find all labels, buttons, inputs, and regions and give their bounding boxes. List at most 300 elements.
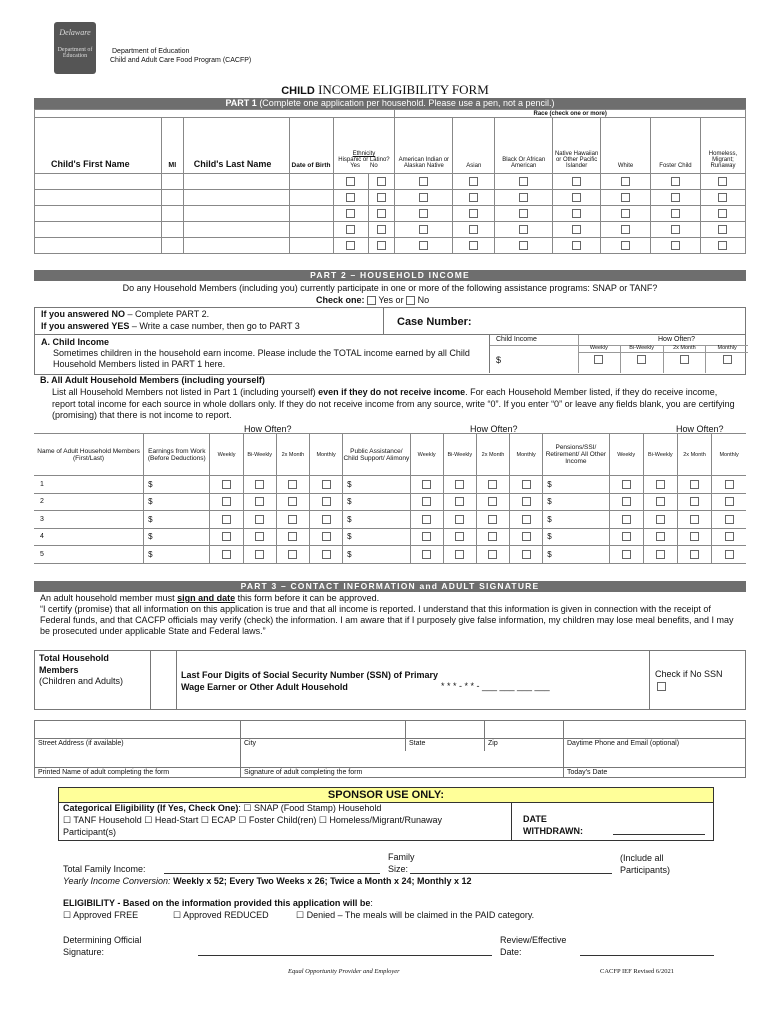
- how-often-3: How Often?: [676, 424, 724, 434]
- public-amount-input[interactable]: [343, 528, 410, 546]
- printed-name-label: Printed Name of adult completing the form: [38, 769, 170, 776]
- zip-input[interactable]: [485, 721, 563, 739]
- first-name-input[interactable]: [35, 190, 162, 206]
- freq-checkbox[interactable]: [622, 515, 631, 524]
- freq-checkbox[interactable]: [455, 480, 464, 489]
- child-freq-cells: [578, 345, 748, 373]
- child-freq-checkbox[interactable]: [594, 355, 603, 364]
- freq-checkbox[interactable]: [455, 515, 464, 524]
- last-name-input[interactable]: [183, 174, 289, 190]
- black-cell: [495, 190, 553, 206]
- last-name-input[interactable]: [183, 222, 289, 238]
- freq-checkbox[interactable]: [288, 497, 297, 506]
- today-date-label: Today's Date: [567, 769, 608, 776]
- row-number: 3: [40, 515, 44, 523]
- freq-cell: [677, 546, 711, 564]
- black-checkbox[interactable]: [519, 193, 528, 202]
- white-cell: [601, 238, 651, 254]
- black-cell: [495, 206, 553, 222]
- cat-snap[interactable]: : ☐ SNAP (Food Stamp) Household: [238, 803, 382, 813]
- freq-cell: [609, 476, 643, 494]
- freq-checkbox[interactable]: [422, 497, 431, 506]
- col-monthly-3: Monthly: [712, 434, 746, 476]
- size-label: Size:: [388, 864, 409, 874]
- mi-input[interactable]: [161, 174, 183, 190]
- freq-checkbox[interactable]: [322, 515, 331, 524]
- white-checkbox[interactable]: [621, 177, 630, 186]
- american-indian-checkbox[interactable]: [419, 209, 428, 218]
- state-input[interactable]: [406, 721, 484, 739]
- child-freq-checkbox[interactable]: [680, 355, 689, 364]
- freq-checkbox[interactable]: [455, 550, 464, 559]
- snap-tanf-question: Do any Household Members (including you) currently participate in one or more of the following assistance programs: SNAP or TANF?: [122, 283, 658, 293]
- black-checkbox[interactable]: [519, 177, 528, 186]
- freq-checkbox[interactable]: [422, 532, 431, 541]
- dollar-sign: $: [148, 497, 153, 507]
- b-bold: even if they do not receive income: [318, 387, 466, 397]
- dob-input[interactable]: [289, 222, 333, 238]
- child-freq-checkbox[interactable]: [723, 355, 732, 364]
- case-number-label: Case Number:: [397, 316, 472, 328]
- program-name: Child and Adult Care Food Program (CACFP): [110, 57, 252, 64]
- freq-checkbox[interactable]: [690, 515, 699, 524]
- american-indian-cell: [395, 190, 453, 206]
- freq-checkbox[interactable]: [725, 497, 734, 506]
- freq-cell: [643, 493, 677, 511]
- freq-cell: [309, 511, 342, 529]
- child-freq-cell: [705, 345, 748, 373]
- freq-checkbox[interactable]: [222, 515, 231, 524]
- child-income-input[interactable]: [502, 353, 574, 367]
- freq-cell: [510, 476, 543, 494]
- dob-input[interactable]: [289, 206, 333, 222]
- pensions-amount-input[interactable]: [543, 476, 609, 494]
- freq-checkbox[interactable]: [222, 550, 231, 559]
- freq-checkbox[interactable]: [222, 497, 231, 506]
- freq-checkbox[interactable]: [488, 550, 497, 559]
- adult-row: [34, 511, 746, 529]
- pacific-checkbox[interactable]: [572, 209, 581, 218]
- white-checkbox[interactable]: [621, 225, 630, 234]
- sponsor-title: SPONSOR USE ONLY:: [327, 789, 445, 801]
- total-family-input[interactable]: [164, 873, 380, 874]
- case-box: [34, 307, 746, 335]
- freq-checkbox[interactable]: [488, 497, 497, 506]
- child-row: [35, 222, 746, 238]
- freq-checkbox[interactable]: [522, 515, 531, 524]
- foster-checkbox[interactable]: [671, 209, 680, 218]
- col-2x-3: 2x Month: [677, 434, 711, 476]
- hispanic-yes-cell: [333, 238, 369, 254]
- freq-checkbox[interactable]: [455, 532, 464, 541]
- today-date-input[interactable]: [564, 750, 746, 766]
- freq-cell: [243, 493, 276, 511]
- review-date-input[interactable]: [580, 955, 714, 956]
- family-size-input[interactable]: [410, 873, 612, 874]
- freq-checkbox[interactable]: [622, 480, 631, 489]
- freq-checkbox[interactable]: [690, 550, 699, 559]
- freq-checkbox[interactable]: [488, 515, 497, 524]
- homeless-cell: [700, 206, 745, 222]
- asian-checkbox[interactable]: [469, 241, 478, 250]
- child-freq-cell: [663, 345, 706, 373]
- hispanic-yes-checkbox[interactable]: [346, 225, 355, 234]
- hispanic-no-checkbox[interactable]: [377, 225, 386, 234]
- hispanic-yes-cell: [333, 206, 369, 222]
- public-amount-input[interactable]: [343, 493, 410, 511]
- freq-checkbox[interactable]: [322, 532, 331, 541]
- b-text2: . For each Household Member listed, if they do receive income, report total income for each source in whole dollars only. If they do not receive income from any source, write “0”. If you enter “0” or leave any fields blank, you are certifying (promising) that there is not income to report.: [52, 387, 735, 420]
- public-amount-input[interactable]: [343, 546, 410, 564]
- black-checkbox[interactable]: [519, 241, 528, 250]
- child-freq-cell: [620, 345, 663, 373]
- dob-input[interactable]: [289, 174, 333, 190]
- child-freq-checkbox[interactable]: [637, 355, 646, 364]
- pensions-amount-input[interactable]: [543, 511, 609, 529]
- adult-income-table: [34, 433, 746, 564]
- pacific-cell: [553, 174, 601, 190]
- american-indian-checkbox[interactable]: [419, 193, 428, 202]
- hispanic-no-checkbox[interactable]: [377, 241, 386, 250]
- child-freq-cell: [578, 345, 620, 373]
- pacific-checkbox[interactable]: [572, 241, 581, 250]
- how-often-child: How Often?: [658, 336, 695, 343]
- city-input[interactable]: [241, 721, 405, 739]
- total-hh-input[interactable]: [151, 651, 176, 709]
- asian-cell: [453, 222, 495, 238]
- adult-row: [34, 546, 746, 564]
- foster-checkbox[interactable]: [671, 241, 680, 250]
- approved-free-option[interactable]: ☐ Approved FREE: [63, 910, 139, 920]
- date-withdrawn-label: DATE WITHDRAWN:: [523, 814, 583, 836]
- dob-input[interactable]: [289, 238, 333, 254]
- homeless-cell: [700, 238, 745, 254]
- freq-cell: [476, 528, 509, 546]
- race-header: Race (check one or more): [395, 110, 746, 118]
- pensions-amount-input[interactable]: [543, 493, 609, 511]
- phone-input[interactable]: [564, 721, 746, 739]
- freq-cell: [677, 476, 711, 494]
- logo-subtext: Department of Education: [57, 47, 93, 59]
- first-name-input[interactable]: [35, 238, 162, 254]
- line1c: this form before it can be approved.: [235, 593, 380, 603]
- dollar-sign: $: [547, 549, 552, 559]
- freq-checkbox[interactable]: [488, 480, 497, 489]
- freq-checkbox[interactable]: [422, 550, 431, 559]
- case-number-input[interactable]: [505, 314, 735, 330]
- family-label: Family: [388, 852, 415, 862]
- american-indian-checkbox[interactable]: [419, 241, 428, 250]
- freq-checkbox[interactable]: [222, 480, 231, 489]
- freq-checkbox[interactable]: [622, 497, 631, 506]
- city-label: City: [244, 740, 257, 747]
- american-indian-checkbox[interactable]: [419, 225, 428, 234]
- asian-checkbox[interactable]: [469, 225, 478, 234]
- hispanic-no-checkbox[interactable]: [377, 177, 386, 186]
- race-pacific: Native Hawaiian or Other Pacific Islander: [553, 118, 601, 174]
- mi-input[interactable]: [161, 222, 183, 238]
- freq-checkbox[interactable]: [322, 497, 331, 506]
- foster-cell: [651, 190, 701, 206]
- yes-or-label: Yes or: [378, 295, 404, 305]
- freq-checkbox[interactable]: [488, 532, 497, 541]
- yes-checkbox[interactable]: [367, 296, 376, 305]
- hispanic-no-checkbox[interactable]: [377, 193, 386, 202]
- children-adults: (Children and Adults): [39, 676, 124, 686]
- hispanic-yes-cell: [333, 222, 369, 238]
- col-2x-1: 2x Month: [276, 434, 309, 476]
- freq-cell: [476, 546, 509, 564]
- freq-cell: [643, 546, 677, 564]
- part1-instructions: (Complete one application per household. Please use a pen, not a pencil.): [256, 98, 555, 108]
- race-white: White: [601, 118, 651, 174]
- child-income-text: Sometimes children in the household earn income. Please include the TOTAL income earned by all Child Household Members listed in PART 1 here.: [53, 348, 470, 369]
- freq-checkbox[interactable]: [288, 515, 297, 524]
- row-number: 1: [40, 480, 44, 488]
- street-input[interactable]: [35, 721, 240, 739]
- freq-checkbox[interactable]: [255, 532, 264, 541]
- freq-cell: [443, 528, 476, 546]
- freq-checkbox[interactable]: [690, 497, 699, 506]
- mi-input[interactable]: [161, 190, 183, 206]
- hispanic-yes-checkbox[interactable]: [346, 209, 355, 218]
- american-indian-checkbox[interactable]: [419, 177, 428, 186]
- earnings-amount-input[interactable]: [144, 528, 210, 546]
- printed-name-input[interactable]: [35, 750, 240, 766]
- child-freq-label: 2x Month: [664, 345, 706, 353]
- pacific-checkbox[interactable]: [572, 225, 581, 234]
- freq-cell: [609, 528, 643, 546]
- freq-checkbox[interactable]: [656, 480, 665, 489]
- pacific-checkbox[interactable]: [572, 177, 581, 186]
- homeless-cell: [700, 174, 745, 190]
- col-first-name: Child's First Name: [35, 118, 162, 174]
- first-name-input[interactable]: [35, 174, 162, 190]
- freq-checkbox[interactable]: [690, 532, 699, 541]
- freq-checkbox[interactable]: [725, 480, 734, 489]
- freq-checkbox[interactable]: [222, 532, 231, 541]
- freq-cell: [243, 476, 276, 494]
- freq-checkbox[interactable]: [322, 480, 331, 489]
- freq-checkbox[interactable]: [522, 532, 531, 541]
- freq-cell: [643, 528, 677, 546]
- freq-checkbox[interactable]: [455, 497, 464, 506]
- foster-checkbox[interactable]: [671, 193, 680, 202]
- earnings-amount-input[interactable]: [144, 476, 210, 494]
- white-checkbox[interactable]: [621, 193, 630, 202]
- date-withdrawn-input[interactable]: [613, 834, 705, 835]
- freq-cell: [309, 528, 342, 546]
- freq-checkbox[interactable]: [288, 532, 297, 541]
- foster-checkbox[interactable]: [671, 177, 680, 186]
- homeless-checkbox[interactable]: [718, 209, 727, 218]
- asian-checkbox[interactable]: [469, 177, 478, 186]
- no-ssn-checkbox[interactable]: [657, 682, 666, 691]
- white-cell: [601, 174, 651, 190]
- adult-name-input[interactable]: [34, 476, 144, 494]
- foster-checkbox[interactable]: [671, 225, 680, 234]
- freq-checkbox[interactable]: [725, 515, 734, 524]
- mi-input[interactable]: [161, 238, 183, 254]
- white-checkbox[interactable]: [621, 241, 630, 250]
- adult-members-section: [34, 375, 746, 423]
- freq-checkbox[interactable]: [656, 532, 665, 541]
- freq-cell: [410, 511, 443, 529]
- american-indian-cell: [395, 238, 453, 254]
- hispanic-no-cell: [369, 206, 395, 222]
- freq-cell: [443, 493, 476, 511]
- dollar-sign: $: [347, 479, 352, 489]
- hispanic-no-checkbox[interactable]: [377, 209, 386, 218]
- black-checkbox[interactable]: [519, 225, 528, 234]
- no-label-p2: No: [417, 295, 430, 305]
- hispanic-yes-checkbox[interactable]: [346, 193, 355, 202]
- freq-checkbox[interactable]: [656, 497, 665, 506]
- dollar-sign: $: [347, 549, 352, 559]
- freq-checkbox[interactable]: [522, 480, 531, 489]
- hispanic-yes-checkbox[interactable]: [346, 241, 355, 250]
- freq-checkbox[interactable]: [288, 480, 297, 489]
- freq-checkbox[interactable]: [622, 532, 631, 541]
- freq-checkbox[interactable]: [522, 550, 531, 559]
- freq-checkbox[interactable]: [656, 515, 665, 524]
- freq-checkbox[interactable]: [255, 480, 264, 489]
- conversion-line: [63, 876, 472, 886]
- earnings-amount-input[interactable]: [144, 546, 210, 564]
- freq-checkbox[interactable]: [288, 550, 297, 559]
- public-amount-input[interactable]: [343, 511, 410, 529]
- freq-cell: [510, 528, 543, 546]
- pacific-cell: [553, 190, 601, 206]
- determining-label: Determining Official Signature:: [63, 935, 142, 957]
- cat-options[interactable]: ☐ TANF Household ☐ Head-Start ☐ ECAP ☐ Foster Child(ren) ☐ Homeless/Migrant/Runaway: [63, 815, 442, 825]
- american-indian-cell: [395, 174, 453, 190]
- freq-checkbox[interactable]: [255, 497, 264, 506]
- child-freq-label: Monthly: [706, 345, 748, 353]
- determining-signature-input[interactable]: [198, 955, 492, 956]
- signature-input[interactable]: [241, 750, 563, 766]
- freq-checkbox[interactable]: [422, 515, 431, 524]
- freq-checkbox[interactable]: [725, 550, 734, 559]
- child-income-title: A. Child Income: [41, 337, 110, 347]
- dollar-sign: $: [148, 514, 153, 524]
- approved-reduced-option[interactable]: ☐ Approved REDUCED: [173, 910, 269, 920]
- part2-bar: PART 2 – HOUSEHOLD INCOME: [34, 270, 746, 281]
- sign-date-line: [40, 593, 740, 603]
- asian-cell: [453, 174, 495, 190]
- row-number: 4: [40, 533, 44, 541]
- state-label: State: [409, 740, 426, 747]
- mi-input[interactable]: [161, 206, 183, 222]
- adult-row: [34, 528, 746, 546]
- child-row: [35, 206, 746, 222]
- dob-input[interactable]: [289, 190, 333, 206]
- freq-checkbox[interactable]: [255, 515, 264, 524]
- pensions-amount-input[interactable]: [543, 528, 609, 546]
- row-number: 5: [40, 550, 44, 558]
- freq-cell: [510, 546, 543, 564]
- freq-checkbox[interactable]: [255, 550, 264, 559]
- homeless-checkbox[interactable]: [718, 193, 727, 202]
- include-label: (Include all Participants): [620, 853, 671, 875]
- freq-cell: [210, 493, 243, 511]
- denied-option[interactable]: ☐ Denied – The meals will be claimed in the PAID category.: [296, 910, 535, 920]
- hispanic-label: Hispanic or Latino?: [338, 157, 390, 163]
- dollar-sign: $: [547, 479, 552, 489]
- freq-checkbox[interactable]: [690, 480, 699, 489]
- no-label: No: [370, 163, 378, 169]
- freq-cell: [410, 476, 443, 494]
- last-name-input[interactable]: [183, 238, 289, 254]
- how-often-1: How Often?: [244, 424, 292, 434]
- homeless-checkbox[interactable]: [718, 177, 727, 186]
- white-checkbox[interactable]: [621, 209, 630, 218]
- dollar-sign: $: [347, 497, 352, 507]
- children-table: [34, 109, 746, 254]
- col-ethnicity: [333, 118, 395, 174]
- public-amount-input[interactable]: [343, 476, 410, 494]
- freq-checkbox[interactable]: [522, 497, 531, 506]
- freq-checkbox[interactable]: [656, 550, 665, 559]
- earnings-amount-input[interactable]: [144, 493, 210, 511]
- asian-checkbox[interactable]: [469, 193, 478, 202]
- no-checkbox[interactable]: [406, 296, 415, 305]
- freq-cell: [243, 511, 276, 529]
- pacific-checkbox[interactable]: [572, 193, 581, 202]
- dollar-sign: $: [148, 549, 153, 559]
- sponsor-bar: [58, 787, 714, 803]
- hispanic-no-cell: [369, 222, 395, 238]
- ssn-input[interactable]: * * * - * * - ___ ___ ___ ___: [441, 681, 550, 691]
- last-name-input[interactable]: [183, 190, 289, 206]
- adult-name-input[interactable]: [34, 511, 144, 529]
- freq-cell: [210, 546, 243, 564]
- first-name-input[interactable]: [35, 206, 162, 222]
- first-name-input[interactable]: [35, 222, 162, 238]
- child-income-grid: [489, 335, 747, 373]
- agency-header: [110, 47, 251, 65]
- col-monthly-2: Monthly: [510, 434, 543, 476]
- black-cell: [495, 174, 553, 190]
- freq-cell: [677, 511, 711, 529]
- freq-checkbox[interactable]: [725, 532, 734, 541]
- elig-bold: ELIGIBILITY - Based on the information provided this application will be: [63, 898, 371, 908]
- last-name-input[interactable]: [183, 206, 289, 222]
- adult-name-input[interactable]: [34, 546, 144, 564]
- black-cell: [495, 238, 553, 254]
- hispanic-yes-checkbox[interactable]: [346, 177, 355, 186]
- adult-name-input[interactable]: [34, 493, 144, 511]
- freq-checkbox[interactable]: [322, 550, 331, 559]
- earnings-amount-input[interactable]: [144, 511, 210, 529]
- foster-cell: [651, 238, 701, 254]
- pensions-amount-input[interactable]: [543, 546, 609, 564]
- freq-checkbox[interactable]: [422, 480, 431, 489]
- row-number: 2: [40, 498, 44, 506]
- adult-name-input[interactable]: [34, 528, 144, 546]
- black-checkbox[interactable]: [519, 209, 528, 218]
- check-one-label: Check one:: [316, 295, 365, 305]
- asian-checkbox[interactable]: [469, 209, 478, 218]
- foster-cell: [651, 174, 701, 190]
- homeless-checkbox[interactable]: [718, 241, 727, 250]
- freq-cell: [443, 546, 476, 564]
- yes-label: Yes: [350, 163, 360, 169]
- col-biweekly-2: Bi-Weekly: [443, 434, 476, 476]
- freq-checkbox[interactable]: [622, 550, 631, 559]
- eligibility-line: [63, 898, 373, 908]
- homeless-checkbox[interactable]: [718, 225, 727, 234]
